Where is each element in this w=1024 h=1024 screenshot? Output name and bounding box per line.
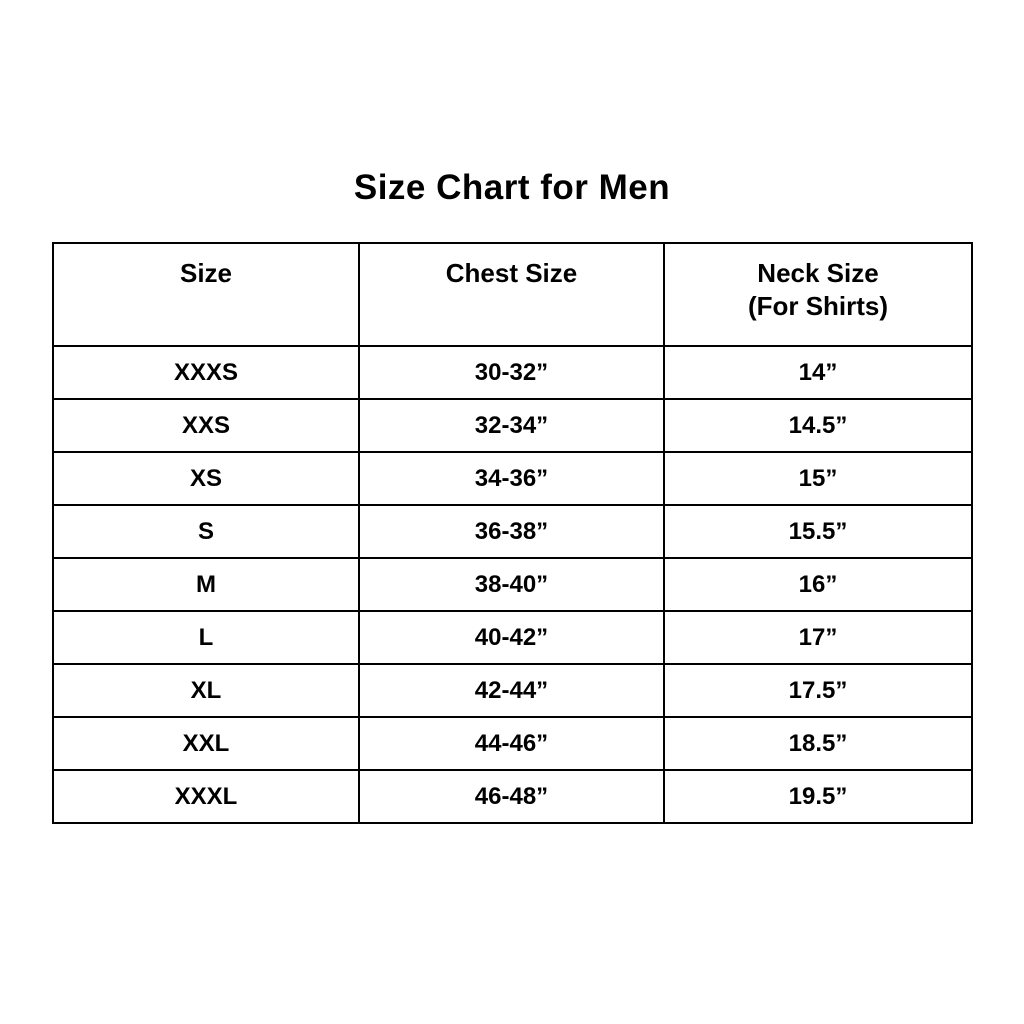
table-row [53,558,972,611]
table-body [53,346,972,823]
neck-size-cell: 14” [664,346,972,399]
column-header-sublabel: (For Shirts) [747,291,889,321]
neck-size-cell: 19.5” [664,770,972,823]
size-cell: XS [53,452,359,505]
table-row [53,505,972,558]
neck-size-cell: 17.5” [664,664,972,717]
table-row [53,452,972,505]
chest-size-cell: 44-46” [359,717,664,770]
table-row [53,717,972,770]
chest-size-cell: 30-32” [359,346,664,399]
neck-size-cell: 18.5” [664,717,972,770]
size-cell: XXL [53,717,359,770]
column-header-chest-size [359,243,664,346]
chest-size-cell: 38-40” [359,558,664,611]
size-cell: XXXS [53,346,359,399]
chest-size-cell: 32-34” [359,399,664,452]
size-cell: XXS [53,399,359,452]
chest-size-cell: 36-38” [359,505,664,558]
page-title: Size Chart for Men [353,168,671,207]
table-row [53,399,972,452]
column-header-label: Size [179,258,233,288]
size-cell: XL [53,664,359,717]
column-header-label: Neck Size [757,258,879,288]
column-header-neck-size [664,243,972,346]
chest-size-cell: 40-42” [359,611,664,664]
neck-size-cell: 14.5” [664,399,972,452]
table-row [53,770,972,823]
neck-size-cell: 15.5” [664,505,972,558]
chest-size-cell: 34-36” [359,452,664,505]
chest-size-cell: 46-48” [359,770,664,823]
neck-size-cell: 16” [664,558,972,611]
size-cell: S [53,505,359,558]
chest-size-cell: 42-44” [359,664,664,717]
neck-size-cell: 17” [664,611,972,664]
column-header-size [53,243,359,346]
size-chart-table [52,242,973,824]
size-cell: XXXL [53,770,359,823]
neck-size-cell: 15” [664,452,972,505]
size-cell: M [53,558,359,611]
column-header-label: Chest Size [445,258,578,288]
table-row [53,346,972,399]
header-row [53,243,972,346]
table-row [53,611,972,664]
size-cell: L [53,611,359,664]
table-row [53,664,972,717]
